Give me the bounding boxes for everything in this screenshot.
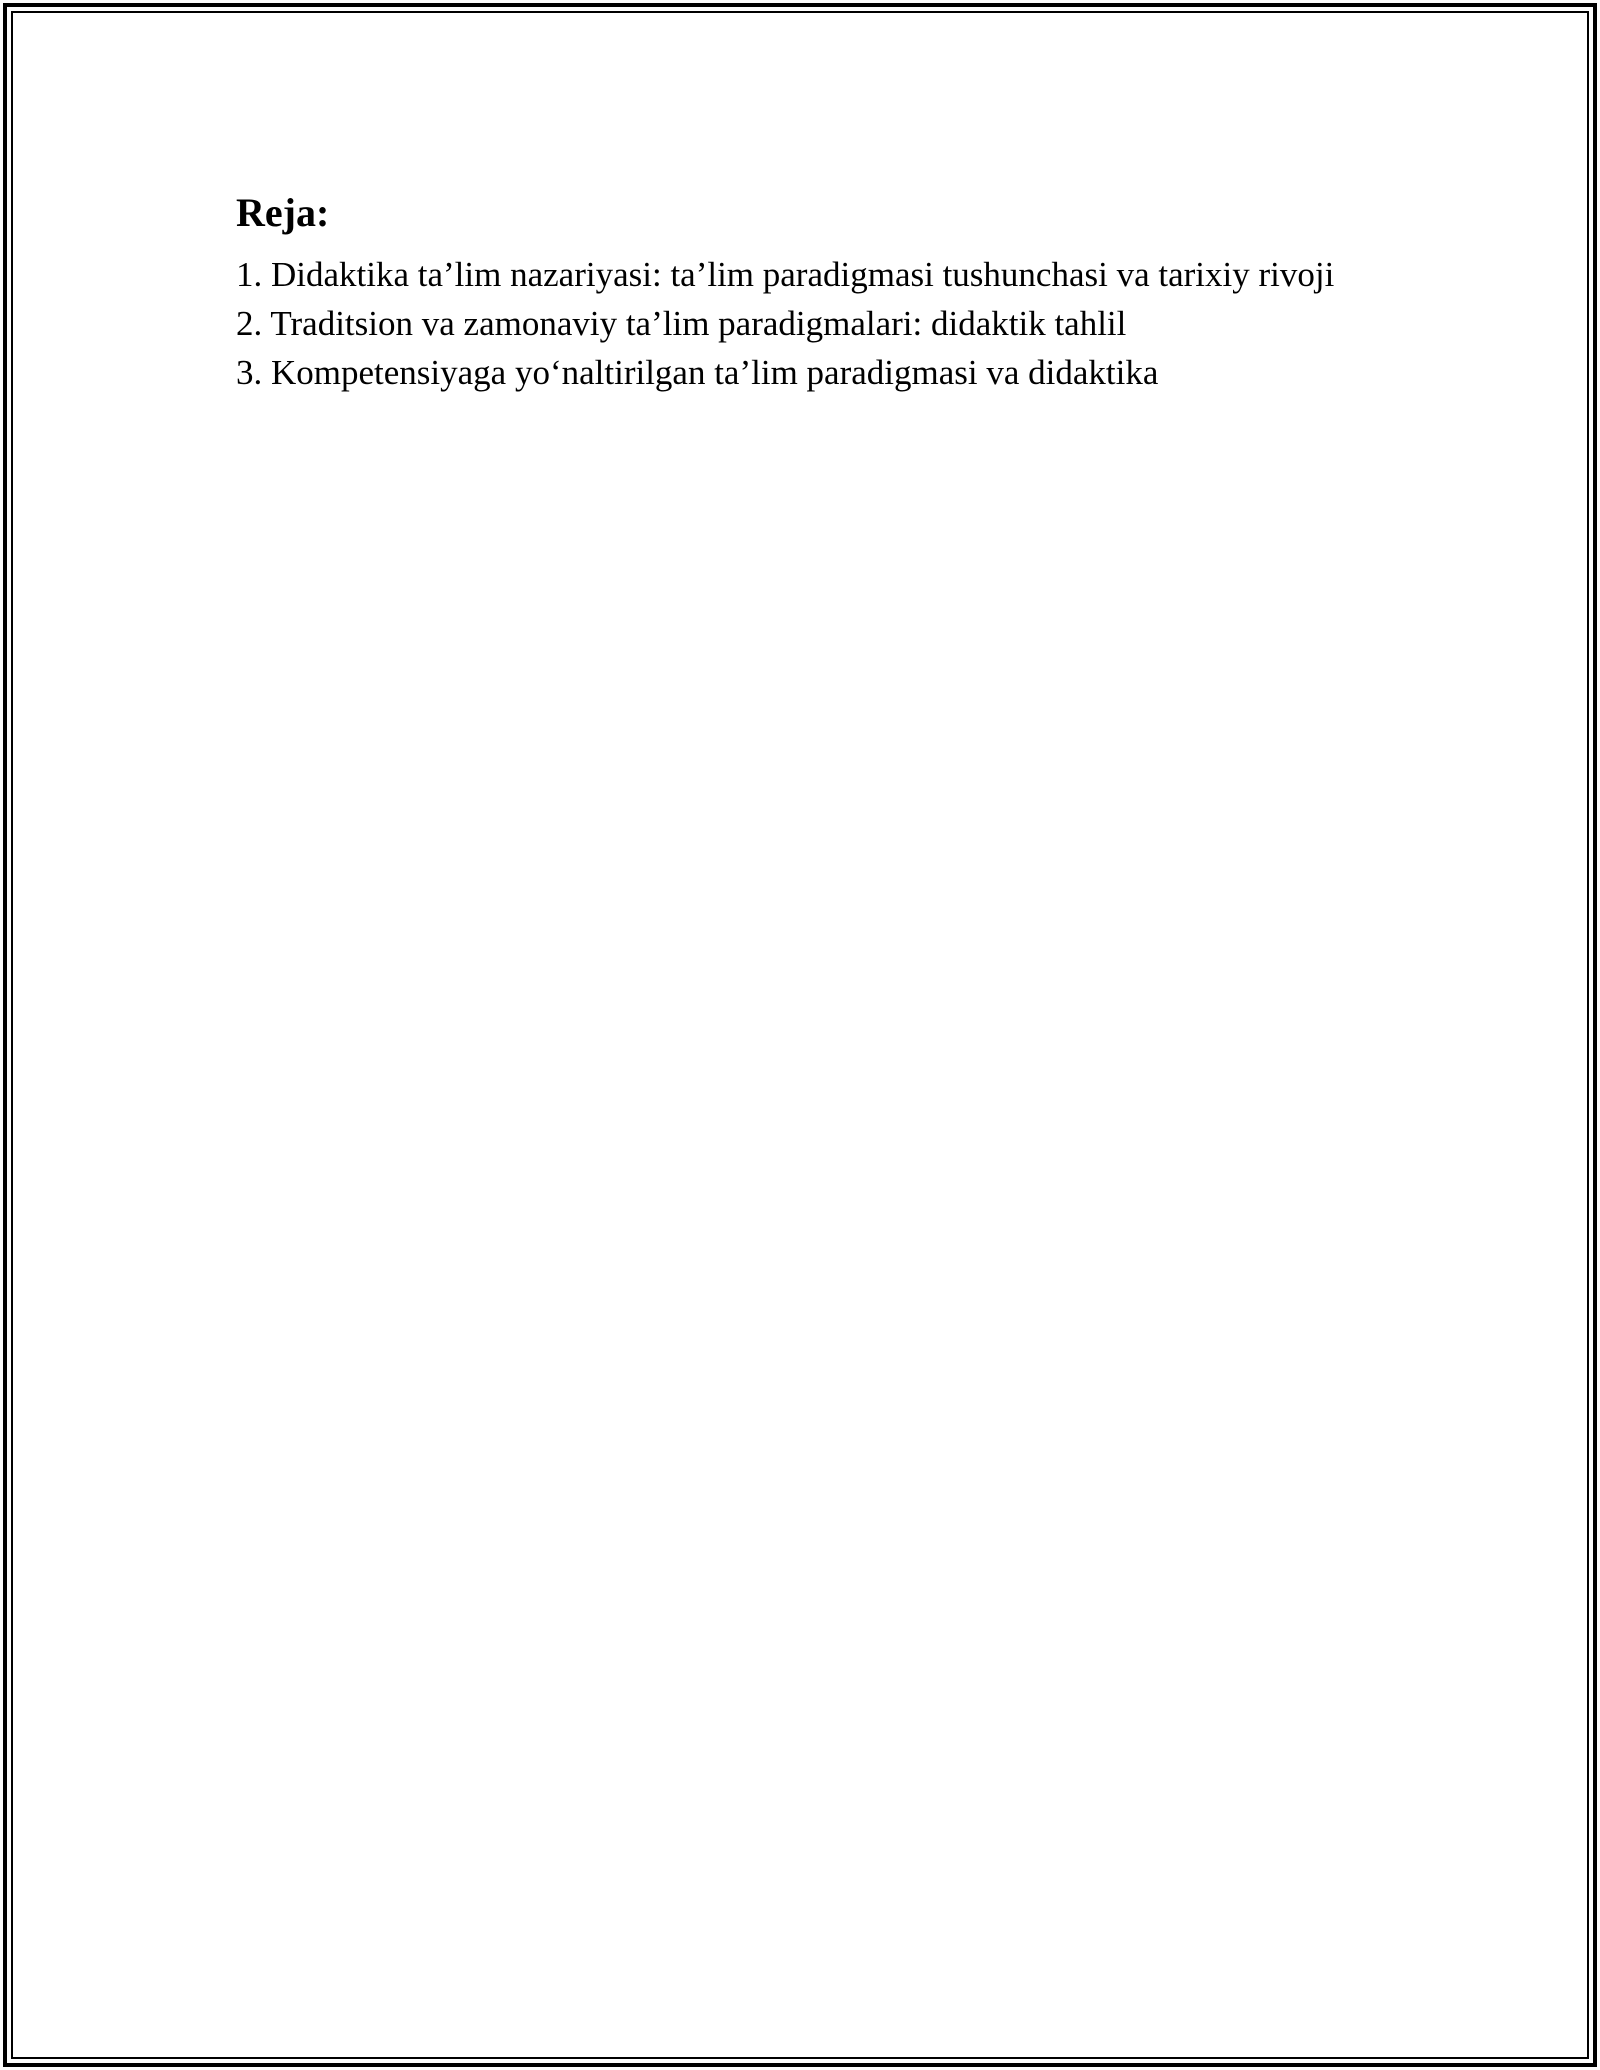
plan-item-2: 2. Traditsion va zamonaviy ta’lim paradigmalari: didaktik tahlil <box>236 304 1127 343</box>
plan-item-1: 1. Didaktika ta’lim nazariyasi: ta’lim paradigmasi tushunchasi va tarixiy rivoji <box>236 255 1335 294</box>
page-title: Reja: <box>236 190 330 235</box>
page-content <box>236 186 1336 397</box>
plan-item-3: 3. Kompetensiyaga yo‘naltirilgan ta’lim paradigmasi va didaktika <box>236 353 1159 392</box>
plan-list <box>236 250 1336 397</box>
